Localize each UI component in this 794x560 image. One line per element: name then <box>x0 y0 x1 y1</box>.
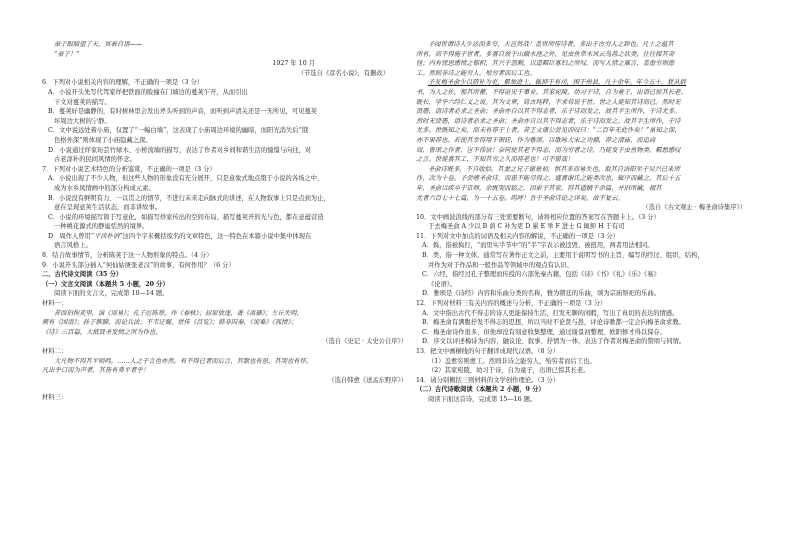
material-3-line: 尤多。世既知之矣，而未有荐于上者。昔王文康公尝见而叹曰：“二百年无此作矣！”虽知之深， <box>416 127 681 135</box>
q7-option-b: B．小说没有鲜明有力、一以贯之的情节，不进行未来走向脉式的讲述，在人物叙事上只是点到为止， <box>48 194 330 202</box>
subsection-heading: （一）文言文阅读（本题共 5 小题，20 分） <box>42 280 169 288</box>
reading-instruction: 阅读下面的文言文，完成第 10—14 题。 <box>54 290 169 298</box>
q7-option-d-cont: 语言风格上。 <box>54 242 92 250</box>
q12-option-a: A．文中指出古代不得志的诗人更能保持生活，打发无聊的闲暇，写出了真切的表达的情感。 <box>422 309 679 317</box>
question-7-stem: 7．下列对小说艺术特色的分析鉴赏，不正确的一项是（3 分） <box>42 165 216 173</box>
q7-option-d-post: 这四个字来概括废名的文章特色，这一特色在本篇小说中集中体现在 <box>122 232 312 240</box>
q7-option-c: C．小说的环境描写简于写意化，如描写烊家传出的空间布局、描写蔓荚开的光与色，都在意蕴营造 <box>48 213 324 221</box>
material-1-line: 《诗》三百篇，大抵贤圣发愤之所为作也。 <box>42 328 162 336</box>
q7-option-a: A．小说出现了不少人物，但这些人物的形象没有充分展开，只是意象式地点缀于小说的各场之中， <box>48 175 324 183</box>
question-10-sentence: 于去梅圣俞 A 少以 B 荫 C 补为吏 D 累 E 举 F 进士 G 辄抑 H 于有司 <box>428 223 625 231</box>
material-3-line: 书，为人之佐，郁其所蓄，不得奋见于事业。其家宛陵，幼习于诗，自为童子，出语已惊其长老。 <box>416 88 687 96</box>
q11-option-b-cont: 并作为对于作品和一般作品等领域中的观点有认识。 <box>428 261 573 269</box>
question-8: 8．结合故事情节，分析陈荚于这一人物形象的特点。（4 分） <box>42 252 213 260</box>
q11-option-c: C．六经，指经过孔子整理而传授的六部先秦古籍，包括《诗》《书》《礼》《乐》《易》 <box>422 271 660 279</box>
story-source: （节选自《彦名小说》，有删改） <box>297 69 389 77</box>
q6-option-b: B．蔓荚好是幽静的，有时树林里会发出斧头听到的声音，而听到声清关还是一无所见，可见蔓荚 <box>48 108 318 116</box>
left-column <box>42 40 407 403</box>
q7-quote: “平淡朴讷” <box>90 232 123 240</box>
q6-option-d-cont: 古老淳朴的民间风情的怀念。 <box>54 156 136 164</box>
material-3-line: 予闻世谓诗人少达而多穷，夫岂然哉！盖世所传诗者，多出于古穷人之辞也。凡士之蕴其 <box>428 41 674 48</box>
q7-option-c-cont: 一种桃花源式的静谧恬然的境界。 <box>54 223 149 231</box>
material-1-source: （选自《史记 · 太史公自序》） <box>322 338 407 346</box>
material-3-title: 材料三： <box>42 394 68 402</box>
q13-item-2: （2）其家宛陵，幼习于诗，自为童子，出语已惊其长老。 <box>428 367 590 375</box>
story-line: 蚕子眼睛望了天，冥着自语—— <box>54 41 143 48</box>
material-3-line: 周、鲁颂之作者，岂不伟欤！奈何使其老不得志，而为穷者之诗，乃徒发于虫鱼物类、羁愁感叹 <box>416 146 681 154</box>
story-line: “蚕子！” <box>54 50 80 58</box>
material-3-line: 尤者六百七十七篇，为一十五卷。呜呼！吾于圣俞诗论之详矣，故不复云。 <box>416 194 624 202</box>
material-1-title: 材料一： <box>42 300 68 308</box>
q11-option-c-cont: 《论语》。 <box>428 280 457 288</box>
material-2-source: （选自韩愈《送孟东野序》） <box>328 376 407 384</box>
material-3-line: 年，圣俞以疾卒于京师，余既哭而铭之，因索于其家，得其遗稿千余篇，并旧所藏，掇其 <box>416 184 662 192</box>
question-11-stem: 11．下列对文中加点的词语及相关内容的解说，不正确的一项是（3 分） <box>416 232 619 240</box>
material-3-wavy-line: 予友梅圣俞少以荫补为吏，累举进士，辄抑于有司，困于州县，凡十余年。年今五十，犹从辟 <box>428 79 687 87</box>
material-2-title: 材料二： <box>42 348 68 355</box>
material-3-line: 之言。世徒喜其工，不知其穷之久而将老也！可不惜哉！ <box>416 156 574 164</box>
material-3-line: 工。然则非诗之能穷人，殆穷者而后工也。 <box>416 69 536 77</box>
material-2-line: 凡出乎口而为声者，其皆有弗平者乎！ <box>42 367 150 375</box>
question-6-stem: 6．下列对小说相关内容的理解，不正确的一项是（3 分） <box>42 79 204 87</box>
right-column <box>416 40 756 405</box>
question-10: 10．文中画波浪线的部分有三处需要断句，请将相应位置的答案写在答题卡上。（3 分） <box>416 213 660 221</box>
q7-option-d-pre: D．周作人曾用 <box>48 232 91 240</box>
material-2-line: 大凡物不得其平则鸣。……人之于言也亦然。有不得已者而后言，其歌也有思，其哭也有怀。 <box>54 357 313 365</box>
material-3-line: 然时无贤愚，语诗者必求之圣俞；圣俞亦自以其不得志者，乐于诗而发之。故其平生所作，于诗 <box>416 117 681 125</box>
q12-option-d: D．序文以评述梅诗为内容，融议论、叙事、抒情为一体，表达了作者对梅圣俞的赞颂与同情。 <box>422 338 686 346</box>
material-3-line: 怪；内有忧思感愤之郁积，其兴于怨刺，以道羁臣寡妇之所叹，而写人情之难言，盖愈穷则愈 <box>416 60 675 68</box>
q6-option-a: A．小说开头先写代驾家烊把铁面的脸撞在门墙边的蔓荚乍开，从而引出 <box>48 88 248 96</box>
material-3-line: 所有，而不得施于世者，多喜自放于山巅水涯之外，见虫鱼草木风云鸟兽之状类，往往探其奇 <box>416 50 675 58</box>
q6-option-b-cont: 坏周边大树的宁静。 <box>54 117 111 125</box>
q11-option-d: D．雅颂是《诗经》内容和乐曲分类的名称，雅为朝廷的乐曲，颂为宗庙祭祀的乐曲。 <box>422 290 661 298</box>
q13-item-1: （1）盖愈穷则愈工。然则非诗之能穷人，殆穷者而后工也。 <box>428 357 596 365</box>
material-3-line: 既长，学乎六经仁义之说。其为文章，简古纯粹，不求苟说于世。世之人徒知其诗而已。然时无 <box>416 98 681 106</box>
question-14: 14．请分别概括三则材料的文学创作理论。（3 分） <box>416 376 560 384</box>
q11-option-a: A．捣，指被捣打，“而里实半节中”的“半”字表示被违毁、被扭用，两者用法相同。 <box>422 242 654 250</box>
material-1-line: 厥有《国语》；孙子膑脚，而论兵法；不韦迁蜀，世传《吕览》；韩非囚秦，《说难》《孤愤》； <box>42 319 298 327</box>
question-9: 9．小说开头部分插入“何仙姑庚张老汉”的故事，有何作用？（6 分） <box>42 261 235 269</box>
material-3-line: 亦不果荐也。若使其幸得用于朝廷，作为雅颂，以歌咏大宋之功德，荐之清庙，而追商 <box>416 136 656 144</box>
section-heading: 二、古代诗文阅读（35 分） <box>42 271 123 279</box>
q6-option-c-cont: 色格外深”则体现了小庙隐藏之深。 <box>54 136 152 144</box>
story-date: 1927 年 10 月 <box>272 60 315 68</box>
q6-option-a-cont: 下文对蔓荚的描写。 <box>54 98 111 106</box>
q7-option-d <box>42 232 407 242</box>
q12-option-b: B．梅圣俞有满腹抒发不得志的思想，所以当时不论贤与愚，评论诗歌都一定会向梅圣俞求教。 <box>422 319 685 327</box>
question-12-stem: 12．下列对材料三有关内容的概述与分析，不正确的一项是（3 分） <box>416 300 607 308</box>
q7-option-b-cont: 意在呈现意荚生活状态，而非讲故事。 <box>54 204 162 212</box>
material-3-line: 贤愚，语诗者必求之圣俞；圣俞亦自以其不得志者，乐于诗而发之，故其平生所作，于诗尤多。 <box>416 108 681 116</box>
q11-option-b: B．类，指一种文体，通常写在著作正文之前，主要用于说明写书的主旨、编写的经过、组织、结构， <box>422 252 704 260</box>
reading-instruction-2: 阅读下面这首诗，完成第 15—16 题。 <box>428 395 537 403</box>
subsection-heading-2: （二）古代诗歌阅读（本题共 2 小题，9 分） <box>416 386 545 394</box>
material-3-line: 作，次为十卷。予尝嗜圣俞诗，而患不能尽得之，遽喜谢氏之能类次也，辄序而藏之。其后十五 <box>416 175 681 183</box>
q12-option-c: C．梅圣俞诗作很多，但他却没有刻意收集整理，通过谢景初整理，欧阳修才得以保存。 <box>422 328 667 336</box>
material-3-line: 圣俞诗既多，不自收拾。其妻之兄子谢景初，惧其多而易失也，取其自洛阳至于吴兴已来所 <box>428 165 680 173</box>
q6-option-c: C．文中说远处着小庙，仅置了“一幅白墙”，这表现了小庙周边环境的幽暗，而阳光消失后“饿 <box>48 127 309 135</box>
question-13-stem: 13．把文中画横线的句子翻译成现代汉语。（8 分） <box>416 348 560 355</box>
q7-option-a-cont: 成为水乡风情画中的部分构成元素。 <box>54 184 155 192</box>
q6-option-d: D．小说通过烊家珩芸竹绿木、小桥流墙的描写，表达了作者对乡间和谐生活的憧憬与向往，对 <box>48 146 312 154</box>
material-1-line: 昔西伯拘羑里，演《周易》；孔子厄陈蔡，作《春秋》；屈原放逐，著《离骚》；左丘失明， <box>54 309 303 317</box>
material-3-source: （选自《古文观止 · 梅圣俞诗集序》） <box>642 204 746 212</box>
